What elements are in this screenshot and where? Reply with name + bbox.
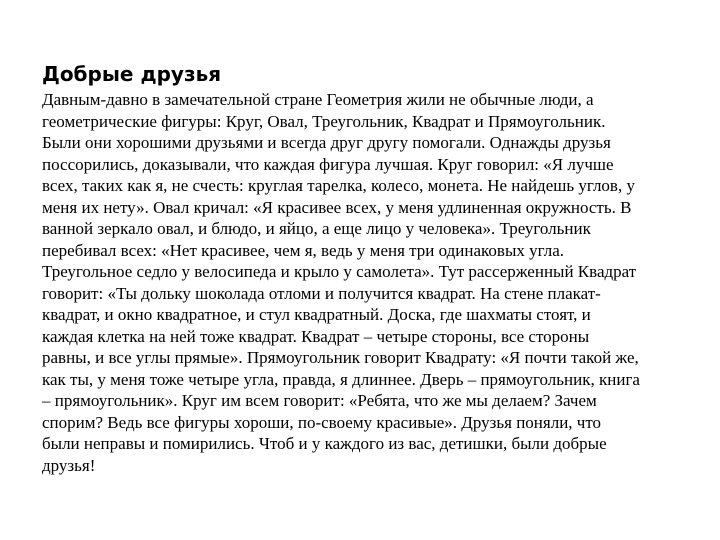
text-line: геометрические фигуры: Круг, Овал, Треугольник, Квадрат и Прямоугольник. xyxy=(42,111,606,131)
story-text xyxy=(42,89,710,476)
text-line: перебивал всех: «Нет красивее, чем я, ведь у меня три одинаковых угла. xyxy=(42,240,565,260)
text-line: равны, и все углы прямые». Прямоугольник говорит Квадрату: «Я почти такой же, xyxy=(42,348,639,367)
text-line: – прямоугольник». Круг им всем говорит: «Ребята, что же мы делаем? Зачем xyxy=(42,391,597,410)
text-line: Были они хорошими друзьями и всегда друг другу помогали. Однажды друзья xyxy=(42,133,611,152)
text-line: друзья! xyxy=(42,455,96,475)
text-line: каждая клетка на ней тоже квадрат. Квадрат – четыре стороны, все стороны xyxy=(42,326,590,346)
text-line: как ты, у меня тоже четыре угла, правда, я длиннее. Дверь – прямоугольник, книга xyxy=(42,369,640,389)
text-line: поссорились, доказывали, что каждая фигура лучшая. Круг говорил: «Я лучше xyxy=(42,154,614,174)
text-line: меня их нету». Овал кричал: «Я красивее всех, у меня удлиненная окружность. В xyxy=(42,197,632,217)
page-title: Добрые друзья xyxy=(42,62,222,86)
text-line: Давным-давно в замечательной стране Геометрия жили не обычные люди, а xyxy=(42,90,594,109)
text-line: говорит: «Ты дольку шоколада отломи и получится квадрат. На стене плакат- xyxy=(42,283,601,303)
text-line: квадрат, и окно квадратное, и стул квадратный. Доска, где шахматы стоят, и xyxy=(42,305,591,324)
text-line: Треугольное седло у велосипеда и крыло у самолета». Тут рассерженный Квадрат xyxy=(42,262,637,281)
text-line: ванной зеркало овал, и блюдо, и яйцо, а еще лицо у человека». Треугольник xyxy=(42,219,591,238)
text-line: были неправы и помирились. Чтоб и у каждого из вас, детишки, были добрые xyxy=(42,434,607,453)
text-line: всех, таких как я, не счесть: круглая тарелка, колесо, монета. Не найдешь углов, у xyxy=(42,176,635,195)
text-line: спорим? Ведь все фигуры хороши, по-своему красивые». Друзья поняли, что xyxy=(42,412,602,432)
